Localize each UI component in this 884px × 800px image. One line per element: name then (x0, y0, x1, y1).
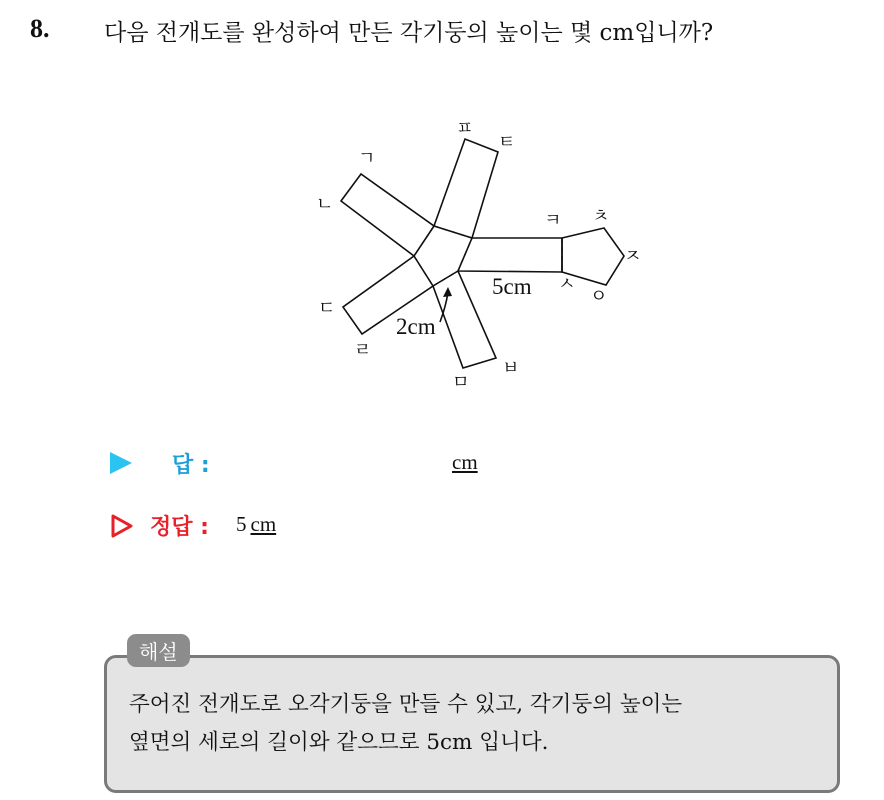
correct-answer-number: 5 (236, 512, 247, 536)
solution-line-2: 옆면의 세로의 길이와 같으므로 5cm 입니다. (129, 730, 549, 755)
vertex-label-d: ㄷ (318, 298, 336, 319)
play-triangle-icon (110, 452, 132, 474)
vertex-label-j: ㅈ (624, 246, 642, 267)
question-text: 다음 전개도를 완성하여 만든 각기둥의 높이는 몇 cm입니까? (104, 20, 714, 46)
vertex-label-k: ㅋ (544, 210, 562, 231)
question-number: 8. (30, 14, 50, 43)
vertex-label-b: ㅂ (502, 358, 520, 379)
solution-box (104, 655, 840, 793)
prism-net-figure (300, 110, 660, 400)
vertex-label-g: ㄱ (358, 148, 376, 169)
dimension-5cm: 5cm (492, 274, 532, 299)
net-face-right (458, 238, 562, 272)
prism-net-svg (300, 110, 660, 400)
net-face-upper-left (341, 174, 434, 256)
net-face-top (434, 139, 498, 238)
vertex-label-r: ㄹ (354, 340, 372, 361)
answer-label: 답 : (172, 453, 210, 478)
dimension-2cm: 2cm (396, 314, 436, 339)
vertex-label-ch: ㅊ (592, 206, 610, 227)
correct-answer-value (236, 512, 276, 537)
vertex-label-t: ㅌ (498, 132, 516, 153)
vertex-label-o: ㅇ (590, 286, 608, 307)
vertex-label-n: ㄴ (316, 194, 334, 215)
correct-answer-unit: cm (250, 512, 277, 536)
vertex-label-s: ㅅ (558, 274, 576, 295)
dim-arrowhead (443, 287, 452, 297)
solution-tag: 해설 (127, 634, 190, 667)
outline-triangle-icon (110, 513, 134, 539)
vertex-label-m: ㅁ (452, 372, 470, 393)
vertex-label-p: ㅍ (456, 118, 474, 139)
correct-answer-row (110, 510, 610, 540)
solution-line-1: 주어진 전개도로 오각기둥을 만들 수 있고, 각기둥의 높이는 (129, 692, 683, 717)
answer-unit: cm (452, 450, 478, 474)
net-face-bottom (433, 271, 496, 368)
answer-row (110, 448, 610, 478)
net-center-pentagon (414, 226, 472, 286)
correct-answer-label: 정답 : (150, 515, 209, 540)
